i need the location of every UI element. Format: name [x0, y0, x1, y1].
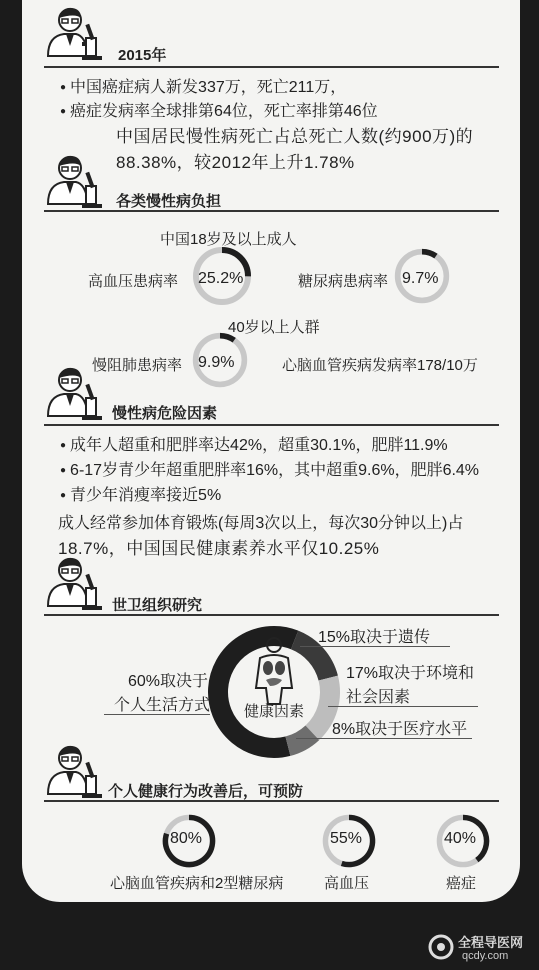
factor-medical: 8%取决于医疗水平 [332, 721, 468, 738]
factor-genetic: 15%取决于遗传 [318, 629, 431, 646]
hypertension-value: 25.2% [198, 270, 244, 287]
factor-environment-line2: 社会因素 [346, 689, 411, 706]
section-divider [44, 614, 499, 616]
cancer-prevent-label: 癌症 [446, 875, 477, 892]
group-label-adults: 中国18岁及以上成人 [160, 231, 297, 248]
risk-exercise-line1: 成人经常参加体育锻炼(每周3次以上，每次30分钟以上)占 [58, 515, 464, 532]
cardio-diabetes-value: 80% [170, 830, 203, 847]
copd-value: 9.9% [198, 354, 235, 371]
doctor-microscope-icon [42, 2, 104, 62]
stat-chronic-death-line2: 88.38%，较2012年上升1.78% [116, 153, 355, 172]
section-divider [44, 210, 499, 212]
section-title-who: 世卫组织研究 [112, 597, 203, 614]
watermark-url: qcdy.com [462, 950, 509, 962]
doctor-microscope-icon [42, 740, 104, 800]
risk-adult-obesity: ● 成年人超重和肥胖率达42%，超重30.1%，肥胖11.9% [60, 432, 448, 455]
section-divider [44, 800, 499, 802]
hypertension-label: 高血压患病率 [88, 273, 179, 290]
factor-lifestyle: 60%取决于 [128, 673, 209, 690]
hypertension-prevent-label: 高血压 [324, 875, 370, 892]
cardio-incidence: 心脑血管疾病发病率178/10万 [282, 357, 478, 374]
donut-center-label: 健康因素 [244, 703, 305, 720]
diabetes-label: 糖尿病患病率 [298, 273, 389, 290]
copd-label: 慢阻肺患病率 [92, 357, 183, 374]
section-title-risk: 慢性病危险因素 [112, 405, 218, 422]
callout-line [328, 706, 478, 707]
stat-cancer-cases: ● 中国癌症病人新发337万，死亡211万， [60, 74, 346, 97]
human-organs-icon [248, 636, 300, 706]
stat-chronic-death-line1: 中国居民慢性病死亡占总死亡人数(约900万)的 [116, 127, 474, 146]
diabetes-value: 9.7% [402, 270, 439, 287]
doctor-microscope-icon [42, 150, 104, 210]
callout-line [104, 714, 210, 715]
factor-lifestyle-line2: 个人生活方式 [114, 697, 211, 714]
section-divider [44, 424, 499, 426]
cancer-prevent-value: 40% [444, 830, 477, 847]
section-title-2015: 2015年 [118, 47, 167, 64]
section-divider [44, 66, 499, 68]
risk-exercise-line2: 18.7%，中国国民健康素养水平仅10.25% [58, 539, 380, 558]
section-title-prevent: 个人健康行为改善后，可预防 [108, 783, 304, 800]
stat-cancer-rank: ● 癌症发病率全球排第64位，死亡率排第46位 [60, 98, 378, 121]
risk-youth-underweight: ● 青少年消瘦率接近5% [60, 482, 221, 505]
section-title-burden: 各类慢性病负担 [116, 193, 222, 210]
hypertension-prevent-value: 55% [330, 830, 363, 847]
doctor-microscope-icon [42, 362, 104, 422]
cardio-diabetes-label: 心脑血管疾病和2型糖尿病 [110, 875, 284, 892]
callout-line [300, 646, 450, 647]
watermark-site-name: 全程导医网 [458, 935, 524, 950]
site-logo-icon [428, 934, 454, 960]
group-label-over40: 40岁以上人群 [228, 319, 320, 336]
risk-youth-obesity: ● 6-17岁青少年超重肥胖率16%，其中超重9.6%，肥胖6.4% [60, 457, 479, 480]
donut-slice [288, 733, 312, 746]
callout-line [296, 738, 472, 739]
factor-environment: 17%取决于环境和 [346, 665, 475, 682]
doctor-microscope-icon [42, 552, 104, 612]
